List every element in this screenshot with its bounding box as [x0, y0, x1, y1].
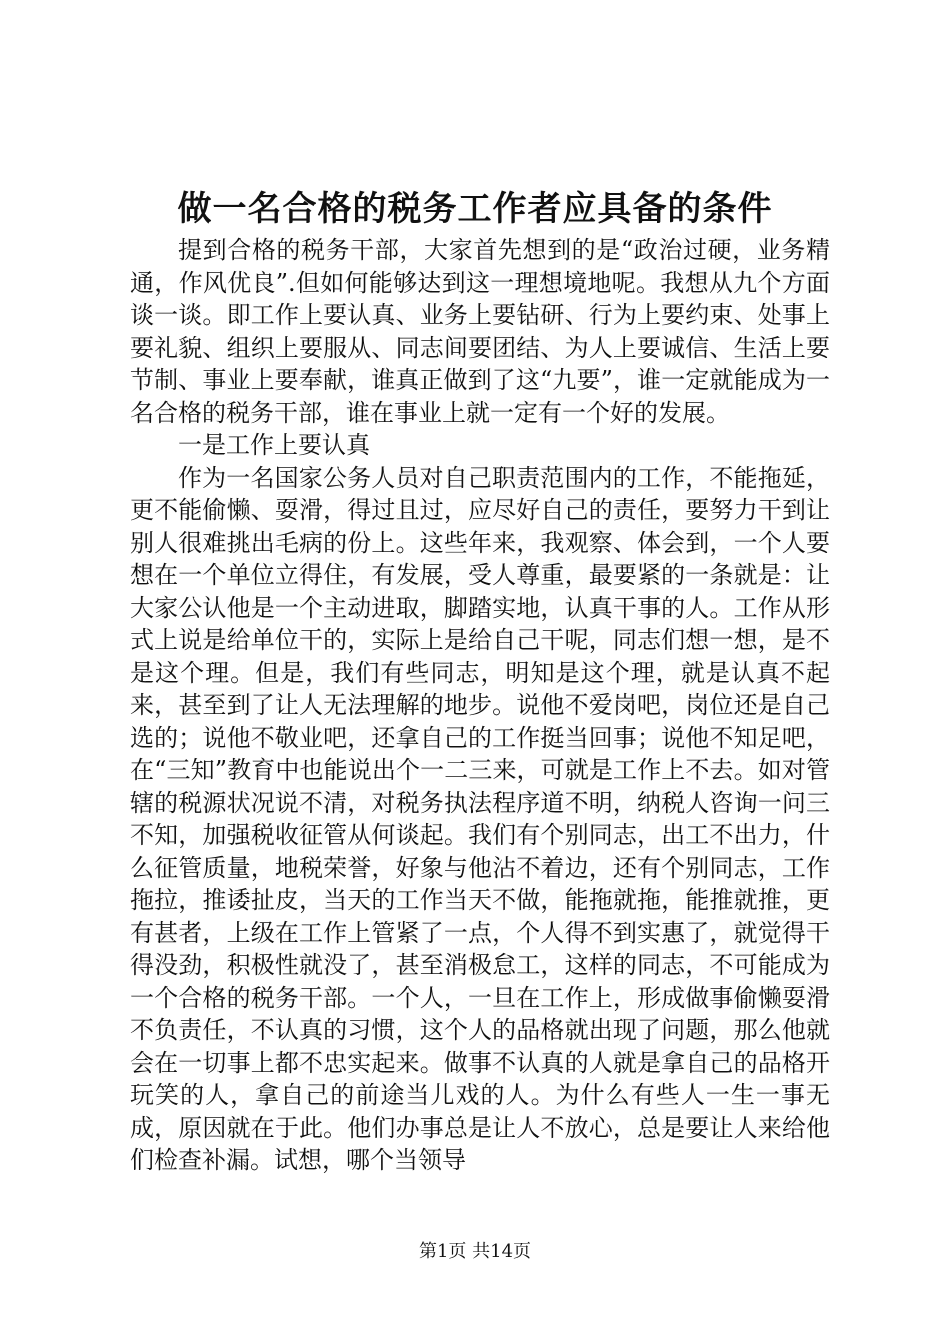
paragraph-intro: 提到合格的税务干部，大家首先想到的是“政治过硬，业务精通，作风优良”.但如何能够达到这一理想境地呢。我想从九个方面谈一谈。即工作上要认真、业务上要钻研、行为上要约束、处事上要礼貌、组织上要服从、同志间要团结、为人上要诚信、生活上要节制、事业上要奉献，谁真正做到了这“九要”，谁一定就能成为一名合格的税务干部，谁在事业上就一定有一个好的发展。 — [130, 236, 830, 427]
section-heading: 一是工作上要认真 — [178, 431, 370, 459]
paragraph-section-1: 作为一名国家公务人员对自己职责范围内的工作，不能拖延，更不能偷懒、耍滑，得过且过，应尽好自己的责任，要努力干到让别人很难挑出毛病的份上。这些年来，我观察、体会到，一个人要想在一个单位立得住，有发展，受人尊重，最要紧的一条就是：让大家公认他是一个主动进取，脚踏实地，认真干事的人。工作从形式上说是给单位干的，实际上是给自己干呢，同志们想一想，是不是这个理。但是，我们有些同志，明知是这个理，就是认真不起来，甚至到了让人无法理解的地步。说他不爱岗吧，岗位还是自己选的；说他不敬业吧，还拿自己的工作挺当回事；说他不知足吧，在“三知”教育中也能说出个一二三来，可就是工作上不去。如对管辖的税源状况说不清，对税务执法程序道不明，纳税人咨询一问三不知，加强税收征管从何谈起。我们有个别同志，出工不出力，什么征管质量，地税荣誉，好象与他沾不着边，还有个别同志，工作拖拉，推诿扯皮，当天的工作当天不做，能拖就拖，能推就推，更有甚者，上级在工作上管紧了一点，个人得不到实惠了，就觉得干得没劲，积极性就没了，甚至消极怠工，这样的同志，不可能成为一个合格的税务干部。一个人，一旦在工作上，形成做事偷懒耍滑不负责任，不认真的习惯，这个人的品格就出现了问题，那么他就会在一切事上都不忠实起来。做事不认真的人就是拿自己的品格开玩笑的人，拿自己的前途当儿戏的人。为什么有些人一生一事无成，原因就在于此。他们办事总是让人不放心，总是要让人来给他们检查补漏。试想，哪个当领导 — [130, 463, 830, 1174]
document-body — [130, 234, 830, 1177]
document-title: 做一名合格的税务工作者应具备的条件 — [177, 189, 773, 229]
page-number: 第1页 共14页 — [418, 1241, 532, 1262]
